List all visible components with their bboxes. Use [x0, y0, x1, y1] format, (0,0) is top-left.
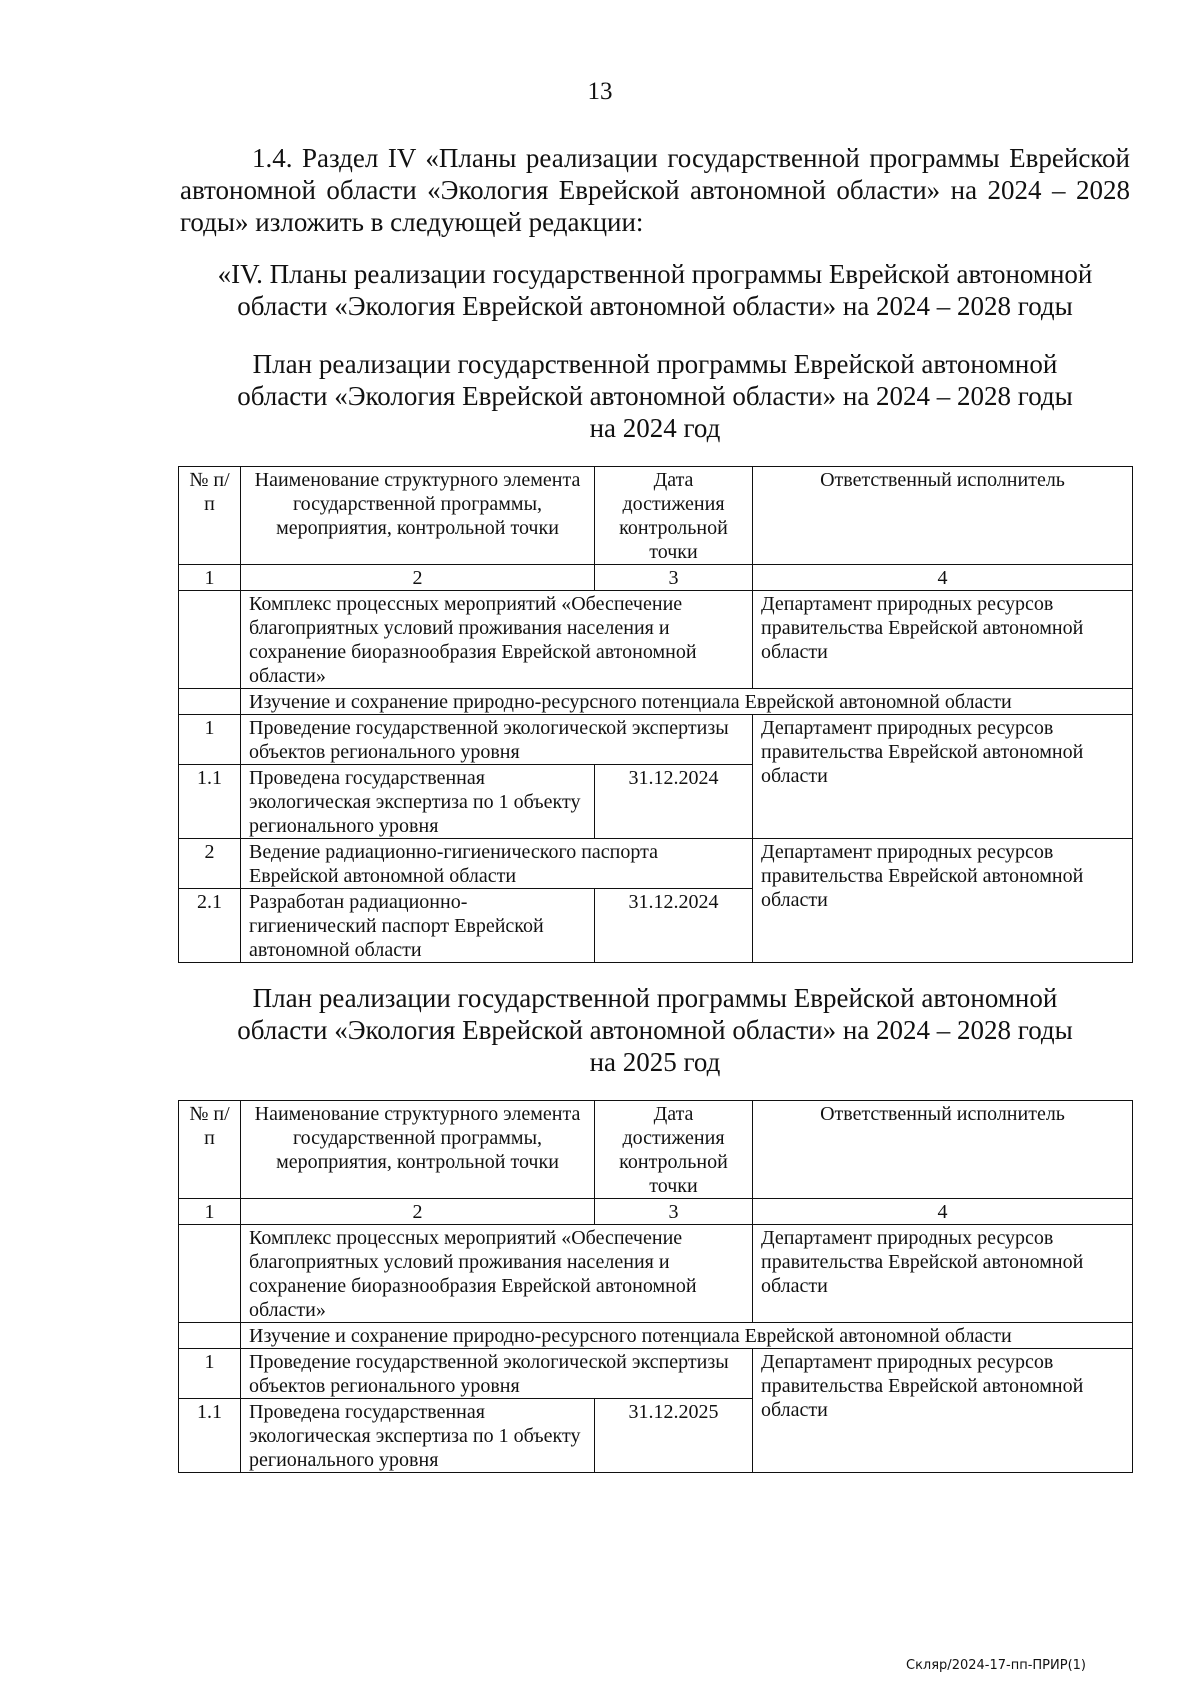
measure-row	[179, 839, 1133, 889]
col-number: 4	[753, 565, 1133, 591]
checkpoint-date: 31.12.2025	[595, 1399, 753, 1473]
complex-name: Комплекс процессных мероприятий «Обеспечение благоприятных условий проживания населения и сохранение биоразнообразия Еврейской автономной области»	[241, 1225, 753, 1323]
task-name: Изучение и сохранение природно-ресурсного потенциала Еврейской автономной области	[241, 1323, 1133, 1349]
complex-row	[179, 591, 1133, 689]
checkpoint-date: 31.12.2024	[595, 889, 753, 963]
plan-title-line: области «Экология Еврейской автономной области» на 2024 – 2028 годы	[237, 1015, 1073, 1045]
measure-name: Проведение государственной экологической экспертизы объектов регионального уровня	[241, 715, 753, 765]
complex-num	[179, 591, 241, 689]
plan-title-line: План реализации государственной программы Еврейской автономной	[252, 983, 1058, 1013]
checkpoint-num: 1.1	[179, 1399, 241, 1473]
header-num: № п/п	[179, 1101, 241, 1199]
header-executor: Ответственный исполнитель	[753, 467, 1133, 565]
task-row	[179, 689, 1133, 715]
checkpoint-num: 2.1	[179, 889, 241, 963]
header-row	[179, 467, 1133, 565]
plan-title-line: области «Экология Еврейской автономной области» на 2024 – 2028 годы	[237, 381, 1073, 411]
task-name: Изучение и сохранение природно-ресурсного потенциала Еврейской автономной области	[241, 689, 1133, 715]
measure-num: 1	[179, 715, 241, 765]
header-date: Дата достижения контрольной точки	[595, 1101, 753, 1199]
plan-title-line: План реализации государственной программы Еврейской автономной	[252, 349, 1058, 379]
section-title-line: области «Экология Еврейской автономной области» на 2024 – 2028 годы	[237, 291, 1073, 321]
page-number: 13	[587, 78, 613, 105]
plan-title-year: на 2024 год	[589, 413, 721, 443]
complex-row	[179, 1225, 1133, 1323]
header-name: Наименование структурного элемента государственной программы, мероприятия, контрольной точки	[241, 467, 595, 565]
col-number: 2	[241, 1199, 595, 1225]
header-row	[179, 1101, 1133, 1199]
plan-2024-table	[178, 466, 1133, 963]
col-number: 3	[595, 1199, 753, 1225]
col-number: 2	[241, 565, 595, 591]
measure-executor: Департамент природных ресурсов правительства Еврейской автономной области	[753, 1349, 1133, 1473]
checkpoint-name: Разработан радиационно-гигиенический паспорт Еврейской автономной области	[241, 889, 595, 963]
measure-row	[179, 1349, 1133, 1399]
measure-num: 2	[179, 839, 241, 889]
column-number-row	[179, 565, 1133, 591]
header-executor: Ответственный исполнитель	[753, 1101, 1133, 1199]
header-num: № п/п	[179, 467, 241, 565]
section-title	[180, 258, 1130, 322]
measure-name: Проведение государственной экологической экспертизы объектов регионального уровня	[241, 1349, 753, 1399]
checkpoint-name: Проведена государственная экологическая экспертиза по 1 объекту регионального уровня	[241, 1399, 595, 1473]
plan-title-year: на 2025 год	[589, 1047, 721, 1077]
header-name: Наименование структурного элемента государственной программы, мероприятия, контрольной точки	[241, 1101, 595, 1199]
plan-2024-title	[180, 348, 1130, 444]
complex-executor: Департамент природных ресурсов правительства Еврейской автономной области	[753, 1225, 1133, 1323]
intro-text: 1.4. Раздел IV «Планы реализации государственной программы Еврейской автономной области «Экология Еврейской автономной области» на 2024 – 2028 годы» изложить в следующей редакции:	[180, 143, 1130, 237]
col-number: 1	[179, 1199, 241, 1225]
complex-num	[179, 1225, 241, 1323]
col-number: 4	[753, 1199, 1133, 1225]
task-num	[179, 1323, 241, 1349]
measure-executor: Департамент природных ресурсов правительства Еврейской автономной области	[753, 715, 1133, 839]
col-number: 3	[595, 565, 753, 591]
measure-name: Ведение радиационно-гигиенического паспорта Еврейской автономной области	[241, 839, 753, 889]
plan-2025-title	[180, 982, 1130, 1078]
measure-num: 1	[179, 1349, 241, 1399]
complex-name: Комплекс процессных мероприятий «Обеспечение благоприятных условий проживания населения и сохранение биоразнообразия Еврейской автономной области»	[241, 591, 753, 689]
task-num	[179, 689, 241, 715]
task-row	[179, 1323, 1133, 1349]
header-date: Дата достижения контрольной точки	[595, 467, 753, 565]
col-number: 1	[179, 565, 241, 591]
column-number-row	[179, 1199, 1133, 1225]
measure-executor: Департамент природных ресурсов правительства Еврейской автономной области	[753, 839, 1133, 963]
plan-2025-table	[178, 1100, 1133, 1473]
section-title-line: «IV. Планы реализации государственной программы Еврейской автономной	[217, 259, 1093, 289]
intro-paragraph	[180, 142, 1130, 238]
measure-row	[179, 715, 1133, 765]
complex-executor: Департамент природных ресурсов правительства Еврейской автономной области	[753, 591, 1133, 689]
checkpoint-name: Проведена государственная экологическая экспертиза по 1 объекту регионального уровня	[241, 765, 595, 839]
checkpoint-num: 1.1	[179, 765, 241, 839]
document-code: Скляр/2024-17-пп-ПРИР(1)	[906, 1658, 1086, 1673]
checkpoint-date: 31.12.2024	[595, 765, 753, 839]
